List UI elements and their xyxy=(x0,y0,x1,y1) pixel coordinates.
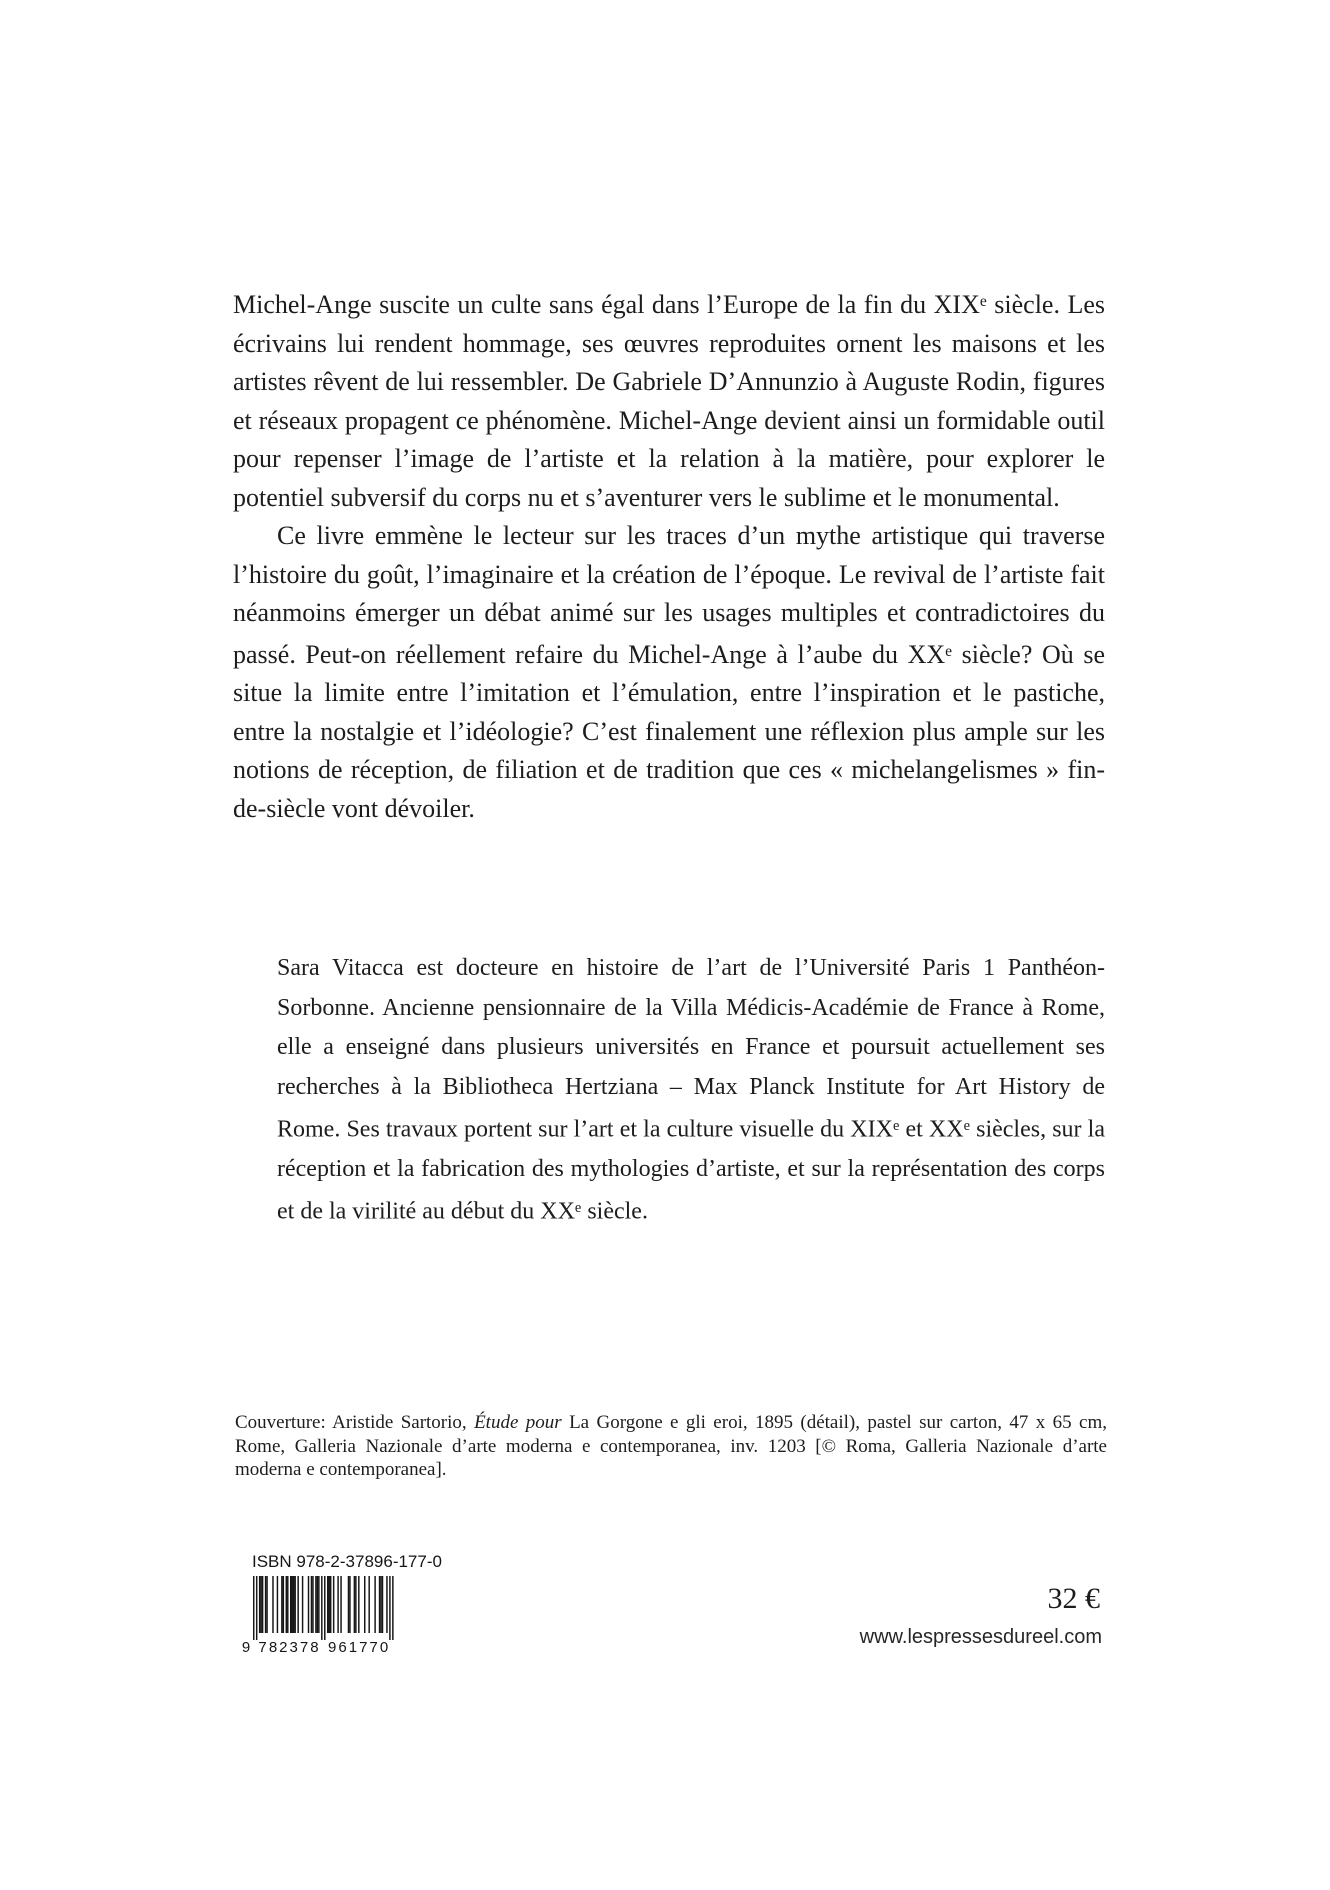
svg-text:7: 7 xyxy=(258,1639,267,1656)
author-bio: Sara Vitacca est docteure en histoire de l’art de l’Université Paris 1 Panthéon-Sorbonne. Ancienne pensionnaire de la Villa Médicis-Académie de France à Rome, elle a enseigné dans plusieurs universités en France et poursuit actuellement ses recherches à la Bibliotheca Hertziana – Max Planck Institute for Art History de Rome. Ses travaux portent sur l’art et la culture visuelle du XIXe et XXe siècles, sur la réception et la fabrication des mythologies d’artiste, et sur la représentation des corps et de la virilité au début du XXe siècle. xyxy=(277,955,1106,1225)
ean-barcode xyxy=(242,1576,397,1656)
svg-text:7: 7 xyxy=(369,1639,378,1656)
svg-text:9: 9 xyxy=(328,1639,337,1656)
cover-credit: Couverture: Aristide Sartorio, Étude pour La Gorgone e gli eroi, 1895 (détail), pastel sur carton, 47 x 65 cm, Rome, Galleria Nazionale d’arte moderna e contemporanea, inv. 1203 [© Roma, Galleria Nazionale d’arte moderna e contemporanea]. xyxy=(235,1412,1107,1480)
book-description xyxy=(233,283,1105,828)
isbn-label: ISBN 978-2-37896-177-0 xyxy=(252,1552,442,1571)
svg-text:8: 8 xyxy=(268,1639,278,1656)
svg-text:2: 2 xyxy=(279,1639,288,1656)
svg-text:6: 6 xyxy=(338,1639,347,1656)
svg-text:3: 3 xyxy=(289,1639,298,1656)
svg-text:7: 7 xyxy=(359,1639,368,1656)
svg-text:8: 8 xyxy=(310,1639,319,1656)
svg-text:1: 1 xyxy=(348,1639,358,1656)
svg-text:0: 0 xyxy=(379,1639,389,1656)
svg-text:7: 7 xyxy=(299,1639,309,1656)
publisher-website: www.lespressesdureel.com xyxy=(859,1626,1102,1648)
svg-text:9: 9 xyxy=(242,1639,251,1656)
description-paragraph-2: Ce livre emmène le lecteur sur les traces d’un mythe artistique qui traverse l’histoire du goût, l’imaginaire et la création de l’époque. Le revival de l’artiste fait néanmoins émerger un débat animé sur les usages multiples et contradictoires du passé. Peut-on réellement refaire du Michel-Ange à l’aube du XXe siècle? Où se situe la limite entre l’imitation et l’émulation, entre l’inspiration et le pastiche, entre la nostalgie et l’idéologie? C’est finalement une réflexion plus ample sur les notions de réception, de filiation et de tradition que ces « michelangelismes » fin-de-siècle vont dévoiler. xyxy=(233,521,1105,823)
description-paragraph-1: Michel-Ange suscite un culte sans égal dans l’Europe de la fin du XIXe siècle. Les écrivains lui rendent hommage, ses œuvres reproduites ornent les maisons et les artistes rêvent de lui ressembler. De Gabriele D’Annunzio à Auguste Rodin, figures et réseaux propagent ce phénomène. Michel-Ange devient ainsi un formidable outil pour repenser l’image de l’artiste et la relation à la matière, pour explorer le potentiel subversif du corps nu et s’aventurer vers le sublime et le monumental. xyxy=(233,290,1105,512)
price-label: 32 € xyxy=(1047,1582,1100,1615)
isbn-block xyxy=(242,1552,442,1656)
